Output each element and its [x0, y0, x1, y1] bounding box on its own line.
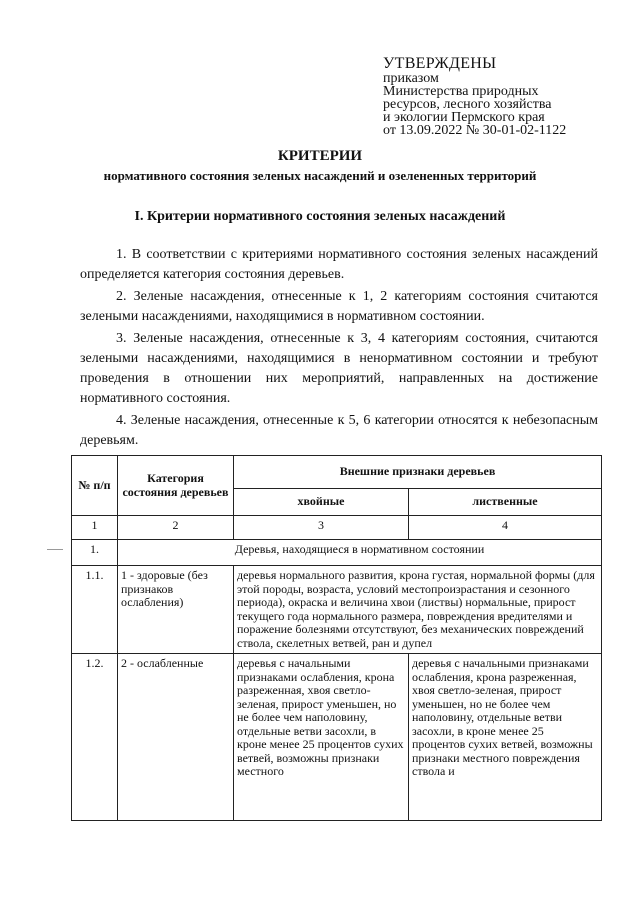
approval-stamp: [383, 56, 623, 137]
row-num: 1.2.: [72, 654, 118, 821]
row-signs: деревья нормального развития, крона густая, нормальной формы (для этой породы, возраста, условий местопроизрастания и сезонного периода), окраска и величина хвои (листвы) нормальные, прирост текущего года нормального размера, повреждения вредителями и поражение болезнями отсутствуют, без механических повреждений ствола, скелетных ветвей, ран и дупел: [234, 566, 602, 654]
row-category: 1 - здоровые (без признаков ослабления): [118, 566, 234, 654]
table-row: [72, 566, 602, 654]
row-conifer-signs: деревья с начальными признаками ослабления, крона разреженная, хвоя светло-зеленая, прирост уменьшен, но не более чем наполовину, отдельные ветви засохли, в кроне менее 25 процентов сухих ветвей, возможны признаки местного: [234, 654, 409, 821]
column-number: 1: [72, 516, 118, 540]
section-num: 1.: [72, 540, 118, 566]
approval-title: УТВЕРЖДЕНЫ: [383, 55, 497, 72]
paragraph-2: 2. Зеленые насаждения, отнесенные к 1, 2 категориям состояния считаются зелеными насаждениями, находящимися в нормативном состоянии.: [80, 289, 598, 324]
row-num: 1.1.: [72, 566, 118, 654]
table-section-row: [72, 540, 602, 566]
approval-line: ресурсов, лесного хозяйства: [383, 97, 552, 112]
column-number: 3: [234, 516, 409, 540]
document-title: КРИТЕРИИ: [277, 148, 363, 164]
row-category: 2 - ослабленные: [118, 654, 234, 821]
criteria-table: [71, 455, 602, 821]
column-number: 4: [409, 516, 602, 540]
header-deciduous: лиственные: [409, 489, 602, 516]
section-heading: I. Критерии нормативного состояния зеленых насаждений: [134, 209, 506, 224]
header-num: № п/п: [72, 456, 118, 516]
row-deciduous-signs: деревья с начальными признаками ослабления, крона разреженная, хвоя светло-зеленая, прирост уменьшен, но не более чем наполовину, отдельные ветви засохли, в кроне менее 25 процентов сухих ветвей, возможны признаки местного повреждения ствола и: [409, 654, 602, 821]
header-category: Категория состояния деревьев: [118, 456, 234, 516]
column-number: 2: [118, 516, 234, 540]
approval-line: от 13.09.2022 № 30-01-02-1122: [383, 123, 567, 138]
table-column-numbers-row: [72, 516, 602, 540]
approval-line: приказом: [383, 71, 439, 86]
table-header-row: [72, 456, 602, 489]
approval-line: Министерства природных: [383, 84, 539, 99]
approval-line: и экологии Пермского края: [383, 110, 545, 125]
document-subtitle: нормативного состояния зеленых насаждений и озелененных территорий: [103, 168, 537, 183]
paragraph-3: 3. Зеленые насаждения, отнесенные к 3, 4 категориям состояния, считаются зелеными насаждениями, находящимися в ненормативном состоянии и требуют проведения в отношении них мероприятий, направленных на достижение нормативного состояния.: [80, 331, 598, 406]
paragraph-1: 1. В соответствии с критериями нормативного состояния зеленых насаждений определяется категория состояния деревьев.: [80, 247, 598, 282]
header-signs: Внешние признаки деревьев: [234, 456, 602, 489]
header-conifer: хвойные: [234, 489, 409, 516]
paragraph-4: 4. Зеленые насаждения, отнесенные к 5, 6 категории относятся к небезопасным деревьям.: [80, 413, 598, 448]
paragraphs: [80, 245, 598, 453]
section-title: Деревья, находящиеся в нормативном состоянии: [118, 540, 602, 566]
margin-mark: [47, 549, 63, 550]
table-row: [72, 654, 602, 821]
